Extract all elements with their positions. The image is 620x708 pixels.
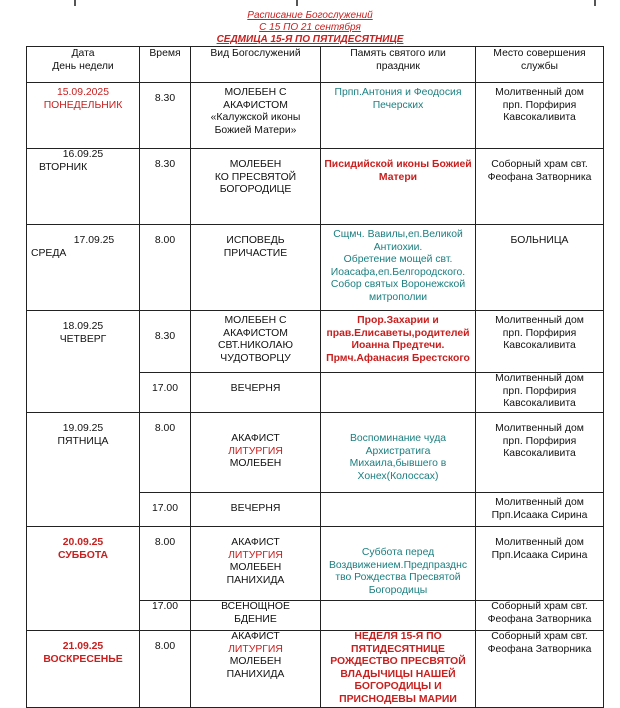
date-text: 15.09.2025 xyxy=(56,87,109,98)
place-line: Молитвенный дом xyxy=(495,497,584,508)
memory-line: Иоанна Предтечи. xyxy=(351,340,445,352)
service-line: АКАФИСТ xyxy=(231,433,280,444)
table-row xyxy=(27,311,604,373)
memory-line: Антиохии. xyxy=(373,241,423,253)
place-cell xyxy=(476,311,604,373)
service-line: МОЛЕБЕН xyxy=(229,562,282,574)
service-cell xyxy=(191,601,321,631)
place-line: Соборный храм свт. xyxy=(491,601,588,612)
memory-line: Иоасафа,еп.Белгородского. xyxy=(330,266,466,278)
service-line: ЛИТУРГИЯ xyxy=(228,445,283,457)
place-line: Молитвенный дом xyxy=(495,373,584,384)
col-header-memory-l1: Память святого или xyxy=(350,48,446,59)
title-line-3: СЕДМИЦА 15-Я ПО ПЯТИДЕСЯТНИЦЕ xyxy=(216,34,404,45)
date-text: 17.09.25 xyxy=(73,235,115,246)
memory-line: БОГОРОДИЦЫ И xyxy=(354,681,442,693)
memory-line: НЕДЕЛЯ 15-Я ПО xyxy=(354,631,442,642)
service-line: СВТ.НИКОЛАЮ xyxy=(218,340,293,352)
memory-cell xyxy=(321,225,476,311)
service-line: ПАНИХИДА xyxy=(226,668,285,680)
service-cell xyxy=(191,149,321,225)
col-header-memory-l2: праздник xyxy=(376,60,420,72)
memory-cell xyxy=(321,631,476,708)
place-cell xyxy=(476,373,604,413)
place-line: Феофана Затворника xyxy=(487,643,592,655)
weekday-text: ЧЕТВЕРГ xyxy=(59,333,107,345)
weekday-text: ПЯТНИЦА xyxy=(57,435,109,447)
weekday-text: ВОСКРЕСЕНЬЕ xyxy=(43,653,123,665)
service-line: МОЛЕБЕН xyxy=(229,656,282,668)
place-cell xyxy=(476,149,604,225)
place-line: Кавсокаливита xyxy=(503,398,576,410)
time-cell: 8.00 xyxy=(140,631,191,708)
service-line: АКАФИСТ xyxy=(231,537,280,548)
memory-line: РОЖДЕСТВО ПРЕСВЯТОЙ xyxy=(330,656,466,668)
service-line: КО ПРЕСВЯТОЙ xyxy=(214,171,297,183)
header-row xyxy=(27,47,604,83)
service-line: ПРИЧАСТИЕ xyxy=(223,247,288,259)
memory-cell xyxy=(321,83,476,149)
col-header-date-l2: День недели xyxy=(52,60,114,72)
service-cell: ВЕЧЕРНЯ xyxy=(191,493,321,527)
weekday-text: СУББОТА xyxy=(57,549,109,561)
table-row xyxy=(27,225,604,311)
place-line: Прп.Исаака Сирина xyxy=(491,509,588,521)
memory-line: Сщмч. Вавилы,еп.Великой xyxy=(333,229,463,240)
memory-line: Михаила,бывшего в xyxy=(349,458,447,470)
date-cell xyxy=(27,83,140,149)
weekday-text: ПОНЕДЕЛЬНИК xyxy=(43,99,123,111)
memory-line: Хонех(Колоссах) xyxy=(357,470,439,482)
weekday-text: СРЕДА xyxy=(31,247,67,259)
time-cell: 8.00 xyxy=(140,413,191,493)
place-cell xyxy=(476,225,604,311)
service-line: ЛИТУРГИЯ xyxy=(228,549,283,561)
memory-line: Собор святых Воронежской xyxy=(330,279,466,291)
service-line: БОГОРОДИЦЕ xyxy=(219,184,292,196)
date-text: 20.09.25 xyxy=(62,537,104,548)
service-cell xyxy=(191,225,321,311)
memory-cell xyxy=(321,527,476,601)
col-header-date-l1: Дата xyxy=(71,48,95,59)
service-cell xyxy=(191,83,321,149)
time-cell: 17.00 xyxy=(140,373,191,413)
date-cell xyxy=(27,527,140,631)
service-line: «Калужской иконы xyxy=(210,112,301,124)
time-cell: 8.30 xyxy=(140,83,191,149)
place-line: Молитвенный дом xyxy=(495,87,584,98)
memory-line: ПРИСНОДЕВЫ МАРИИ xyxy=(339,693,457,705)
date-text: 19.09.25 xyxy=(62,423,104,434)
place-cell xyxy=(476,601,604,631)
col-header-memory xyxy=(321,47,476,83)
memory-line: Воспоминание чуда xyxy=(349,433,447,444)
memory-line: Прмч.Афанасия Брестского xyxy=(326,352,470,364)
memory-line: Писидийской иконы Божией xyxy=(324,159,472,170)
table-row xyxy=(27,527,604,601)
place-line: Феофана Затворника xyxy=(487,613,592,625)
memory-line: Архистратига xyxy=(365,445,431,457)
time-cell: 8.30 xyxy=(140,149,191,225)
memory-line: Обретение мощей свт. xyxy=(343,254,453,266)
place-line: Кавсокаливита xyxy=(503,340,576,352)
place-line: прп. Порфирия xyxy=(502,99,577,111)
table-row xyxy=(27,413,604,493)
table-row xyxy=(27,631,604,708)
service-line: ЛИТУРГИЯ xyxy=(228,643,283,655)
memory-line: ПЯТИДЕСЯТНИЦЕ xyxy=(351,643,445,655)
service-cell xyxy=(191,631,321,708)
place-cell xyxy=(476,493,604,527)
place-line: Кавсокаливита xyxy=(503,112,576,124)
memory-line: Богородицы xyxy=(368,584,428,596)
service-cell xyxy=(191,413,321,493)
time-cell: 8.00 xyxy=(140,225,191,311)
place-line: Молитвенный дом xyxy=(495,315,584,326)
place-line: прп. Порфирия xyxy=(502,385,577,397)
col-header-place xyxy=(476,47,604,83)
place-line: БОЛЬНИЦА xyxy=(510,235,569,246)
edge-mark xyxy=(296,0,298,6)
date-text: 21.09.25 xyxy=(62,641,104,652)
place-line: прп. Порфирия xyxy=(502,327,577,339)
service-line: ВСЕНОЩНОЕ xyxy=(221,601,290,612)
place-cell xyxy=(476,631,604,708)
memory-cell xyxy=(321,413,476,493)
date-text: 16.09.25 xyxy=(62,149,104,160)
edge-mark xyxy=(594,0,596,6)
place-line: Соборный храм свт. xyxy=(491,159,588,170)
service-cell xyxy=(191,527,321,601)
date-cell xyxy=(27,311,140,413)
date-cell xyxy=(27,631,140,708)
table-row xyxy=(27,149,604,225)
schedule-table xyxy=(26,46,604,708)
place-line: прп. Порфирия xyxy=(502,435,577,447)
title-line-1: Расписание Богослужений xyxy=(247,10,373,21)
service-line: Божией Матери» xyxy=(214,124,297,136)
date-cell xyxy=(27,413,140,527)
col-header-date xyxy=(27,47,140,83)
service-cell: ВЕЧЕРНЯ xyxy=(191,373,321,413)
place-cell xyxy=(476,83,604,149)
memory-cell xyxy=(321,493,476,527)
memory-cell xyxy=(321,373,476,413)
service-line: МОЛЕБЕН xyxy=(229,458,282,470)
service-line: МОЛЕБЕН С xyxy=(224,87,287,98)
service-line: МОЛЕБЕН xyxy=(229,159,282,170)
memory-line: митрополии xyxy=(368,291,428,303)
service-cell xyxy=(191,311,321,373)
place-line: Молитвенный дом xyxy=(495,423,584,434)
service-line: ПАНИХИДА xyxy=(226,574,285,586)
time-cell: 17.00 xyxy=(140,601,191,631)
memory-line: прав.Елисаветы,родителей xyxy=(326,327,470,339)
memory-line: ВЛАДЫЧИЦЫ НАШЕЙ xyxy=(340,668,456,680)
memory-line: тво Рождества Пресвятой xyxy=(335,572,461,584)
service-line: БДЕНИЕ xyxy=(234,613,277,625)
memory-cell xyxy=(321,601,476,631)
edge-mark xyxy=(74,0,76,6)
memory-line: Прор.Захарии и xyxy=(357,315,439,326)
table-row xyxy=(27,83,604,149)
date-text: 18.09.25 xyxy=(62,321,104,332)
memory-line: Воздвижением.Предпразднс xyxy=(328,559,468,571)
place-line: Молитвенный дом xyxy=(495,537,584,548)
service-line: ЧУДОТВОРЦУ xyxy=(220,352,291,364)
time-cell: 17.00 xyxy=(140,493,191,527)
place-cell xyxy=(476,413,604,493)
memory-cell xyxy=(321,311,476,373)
service-line: АКАФИСТОМ xyxy=(223,99,288,111)
place-line: Кавсокаливита xyxy=(503,448,576,460)
date-cell xyxy=(27,225,140,311)
col-header-service: Вид Богослужений xyxy=(191,47,321,83)
date-cell xyxy=(27,149,140,225)
page-top-edge xyxy=(0,0,620,6)
col-header-place-l2: службы xyxy=(520,60,559,72)
memory-line: Матери xyxy=(378,171,418,183)
memory-line: Суббота перед xyxy=(361,547,435,558)
service-line: АКАФИСТ xyxy=(231,631,280,642)
service-line: ИСПОВЕДЬ xyxy=(226,235,285,246)
time-cell: 8.00 xyxy=(140,527,191,601)
memory-line: Печерских xyxy=(372,99,424,111)
memory-line: Прпп.Антония и Феодосия xyxy=(334,87,462,98)
col-header-time: Время xyxy=(140,47,191,83)
place-line: Соборный храм свт. xyxy=(491,631,588,642)
place-line: Феофана Затворника xyxy=(487,171,592,183)
service-line: МОЛЕБЕН С АКАФИСТОМ xyxy=(223,315,288,339)
time-cell: 8.30 xyxy=(140,311,191,373)
place-cell xyxy=(476,527,604,601)
col-header-place-l1: Место совершения xyxy=(493,48,586,59)
memory-cell xyxy=(321,149,476,225)
weekday-text: ВТОРНИК xyxy=(39,161,88,173)
title-line-2: С 15 ПО 21 сентября xyxy=(259,22,361,33)
place-line: Прп.Исаака Сирина xyxy=(491,549,588,561)
